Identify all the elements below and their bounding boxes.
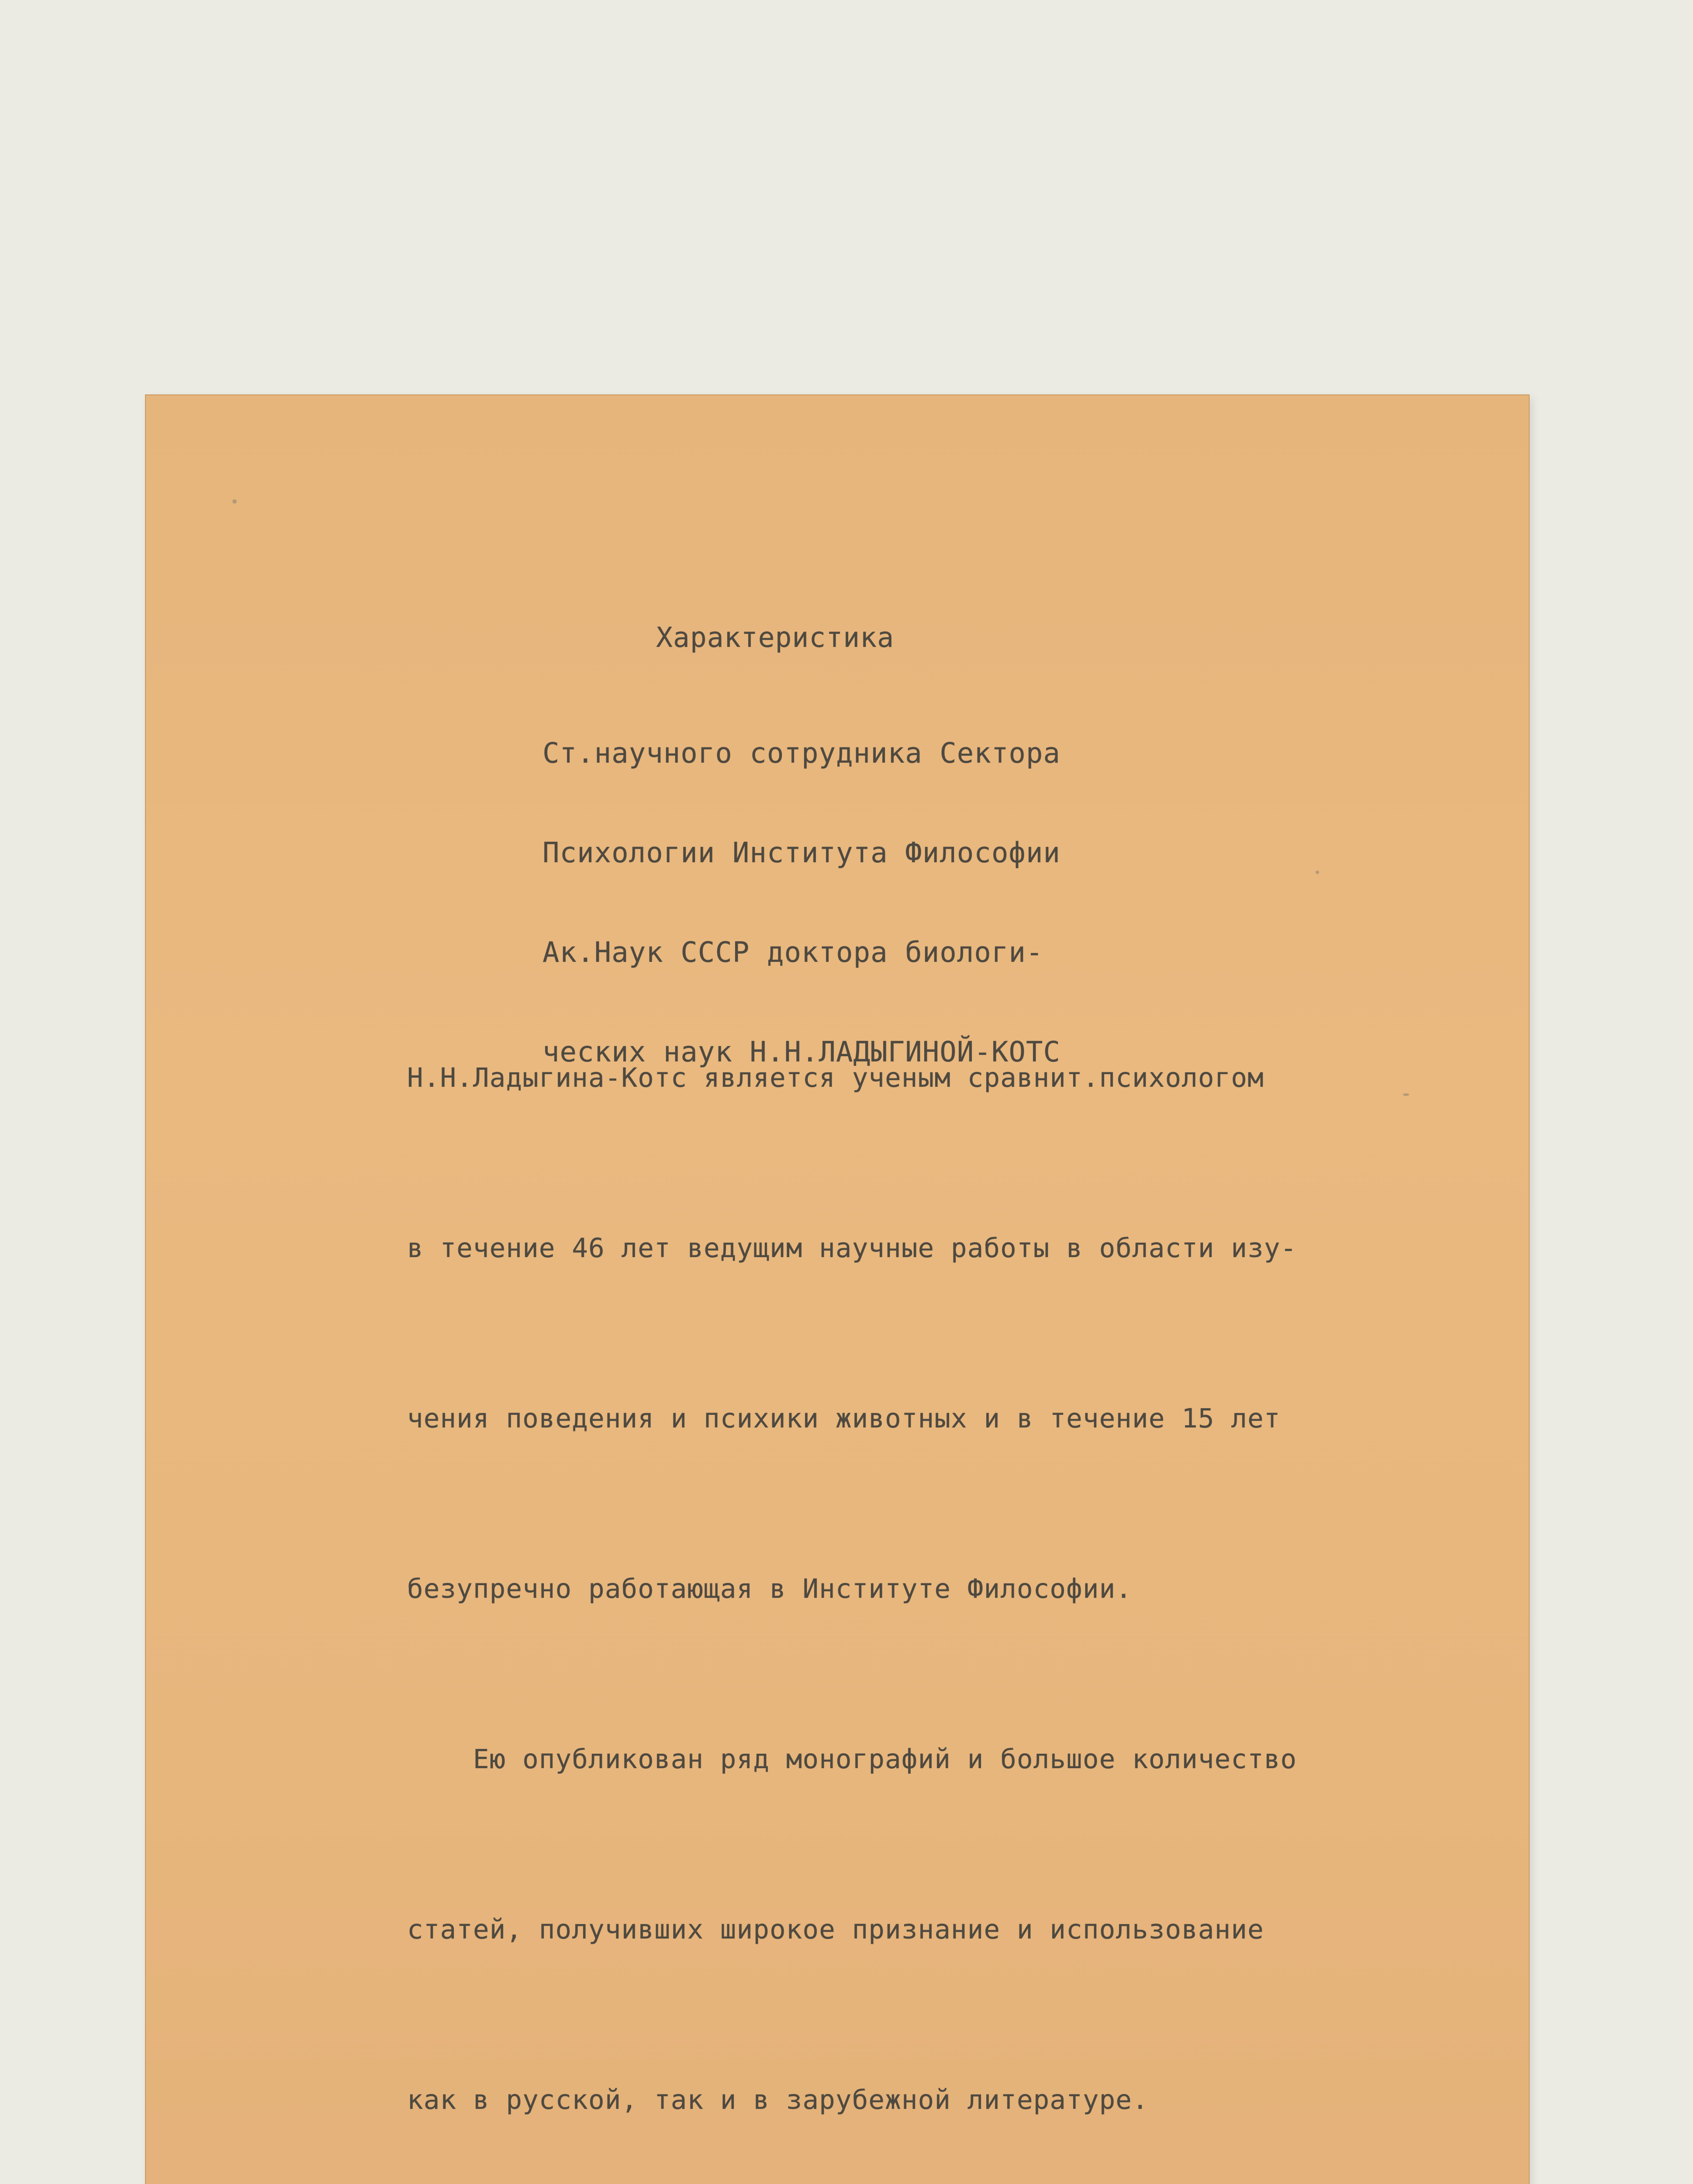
body-line: в течение 46 лет ведущим научные работы в области изу-	[407, 1233, 1297, 1264]
subtitle-line: ческих наук Н.Н.ЛАДЫГИНОЙ-КОТС	[542, 1036, 1061, 1068]
subtitle-line: Ст.научного сотрудника Сектора	[542, 737, 1061, 770]
body-line: безупречно работающая в Институте Философии.	[407, 1573, 1132, 1604]
paper-speck	[1316, 871, 1319, 874]
body-line: Н.Н.Ладыгина-Котс является ученым сравнит.психологом	[407, 1062, 1264, 1093]
document-title: Характеристика	[656, 622, 895, 653]
body-line: Ею опубликован ряд монографий и большое количество	[407, 1744, 1297, 1775]
paper-speck	[1403, 1093, 1409, 1096]
body-line: чения поведения и психики животных и в течение 15 лет	[407, 1403, 1281, 1434]
document-body	[407, 936, 1346, 2184]
paper-speck	[232, 499, 237, 504]
document-sheet	[145, 394, 1530, 2184]
body-line: как в русской, так и в зарубежной литературе.	[407, 2084, 1149, 2115]
body-line: статей, получивших широкое признание и использование	[407, 1914, 1264, 1945]
subtitle-line: Ак.Наук СССР доктора биологи-	[542, 936, 1043, 969]
subtitle-line: Психологии Института Философии	[542, 837, 1061, 869]
